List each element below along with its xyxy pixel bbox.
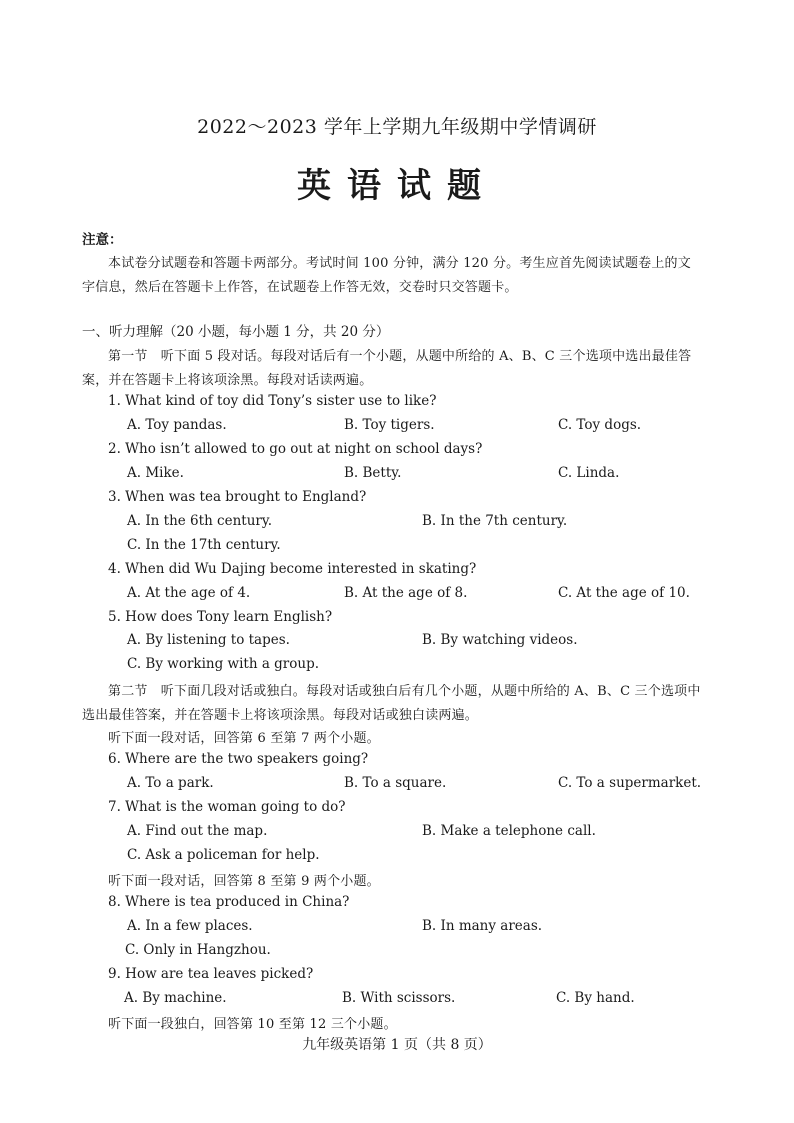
option-b: B. To a square.: [344, 775, 447, 791]
option-a: A. To a park.: [127, 775, 214, 791]
subject-title: 英语试题: [297, 166, 497, 206]
option-c: C. Ask a policeman for help.: [127, 847, 320, 863]
dialog-instruction-6-7: 听下面一段对话，回答第 6 至第 7 两个小题。: [108, 731, 380, 746]
question-stem: 2. Who isn’t allowed to go out at night on school days?: [108, 441, 483, 457]
option-c: C. At the age of 10.: [558, 585, 690, 601]
dialog-instruction-8-9: 听下面一段对话，回答第 8 至第 9 两个小题。: [108, 874, 380, 889]
option-a: A. By listening to tapes.: [127, 632, 290, 648]
notice-label: 注意：: [82, 232, 123, 248]
question-stem: 1. What kind of toy did Tony’s sister use to like?: [108, 393, 437, 409]
option-a: A. Toy pandas.: [127, 417, 227, 433]
option-b: B. At the age of 8.: [344, 585, 468, 601]
part2-instruction-1: 第二节 听下面几段对话或独白。每段对话或独白后有几个小题，从题中所给的 A、B、C 三个选项中: [108, 684, 701, 699]
part2-instruction-2: 选出最佳答案，并在答题卡上将该项涂黑。每段对话或独白读两遍。: [82, 708, 479, 723]
option-a: A. At the age of 4.: [127, 585, 251, 601]
option-b: B. Toy tigers.: [344, 417, 435, 433]
question-stem: 8. Where is tea produced in China?: [108, 894, 350, 910]
notice-line-2: 字信息，然后在答题卡上作答，在试题卷上作答无效，交卷时只交答题卡。: [82, 280, 518, 295]
option-a: A. Find out the map.: [127, 823, 268, 839]
option-c: C. Only in Hangzhou.: [125, 942, 271, 958]
question-stem: 5. How does Tony learn English?: [108, 609, 333, 625]
question-stem: 7. What is the woman going to do?: [108, 799, 346, 815]
option-c: C. Linda.: [558, 465, 620, 481]
option-a: A. Mike.: [127, 465, 184, 481]
option-a: A. In the 6th century.: [127, 513, 272, 529]
exam-title: 2022～2023 学年上学期九年级期中学情调研: [197, 116, 597, 138]
option-c: C. By working with a group.: [127, 656, 320, 672]
option-b: B. Betty.: [344, 465, 402, 481]
option-b: B. With scissors.: [342, 990, 456, 1006]
question-stem: 6. Where are the two speakers going?: [108, 751, 369, 767]
notice-line-1: 本试卷分试题卷和答题卡两部分。考试时间 100 分钟，满分 120 分。考生应首先阅读试题卷上的文: [108, 256, 691, 271]
option-a: A. In a few places.: [127, 918, 253, 934]
option-c: C. By hand.: [556, 990, 635, 1006]
option-c: C. To a supermarket.: [558, 775, 702, 791]
option-b: B. By watching videos.: [422, 632, 578, 648]
question-stem: 3. When was tea brought to England?: [108, 489, 367, 505]
part1-instruction-1: 第一节 听下面 5 段对话。每段对话后有一个小题，从题中所给的 A、B、C 三个选项中选出最佳答: [108, 349, 692, 364]
section-title: 一、听力理解（20 小题，每小题 1 分，共 20 分）: [82, 324, 390, 340]
monologue-instruction-10-12: 听下面一段独白，回答第 10 至第 12 三个小题。: [108, 1017, 397, 1032]
option-c: C. In the 17th century.: [127, 537, 281, 553]
option-b: B. Make a telephone call.: [422, 823, 596, 839]
question-stem: 4. When did Wu Dajing become interested in skating?: [108, 561, 477, 577]
option-a: A. By machine.: [124, 990, 227, 1006]
option-b: B. In many areas.: [422, 918, 543, 934]
page-footer: 九年级英语第 1 页（共 8 页）: [302, 1037, 492, 1053]
part1-instruction-2: 案，并在答题卡上将该项涂黑。每段对话读两遍。: [82, 373, 373, 388]
option-c: C. Toy dogs.: [558, 417, 642, 433]
option-b: B. In the 7th century.: [422, 513, 568, 529]
question-stem: 9. How are tea leaves picked?: [108, 966, 314, 982]
